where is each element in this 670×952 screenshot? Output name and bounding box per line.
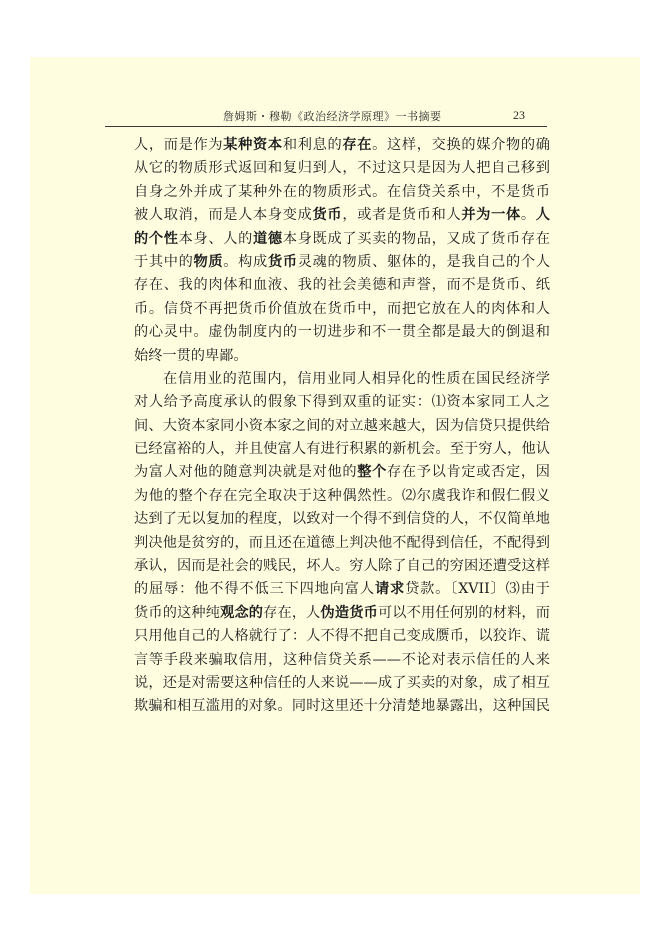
text-line: 为他的整个存在完全取决于这种偶然性。⑵尔虞我诈和假仁假义 bbox=[134, 487, 550, 504]
text-line: 已经富裕的人，并且使富人有进行积累的新机会。至于穷人，他认 bbox=[134, 441, 550, 458]
page-number: 23 bbox=[513, 108, 525, 122]
text-line: 的个性本身、人的道德本身既成了买卖的物品，又成了货币存在 bbox=[134, 230, 550, 247]
text-line: 为富人对他的随意判决就是对他的整个存在予以肯定或否定，因 bbox=[134, 464, 550, 481]
text-line: 存在、我的肉体和血液、我的社会美德和声誉，而不是货币、纸 bbox=[134, 277, 550, 294]
text-line: 只用他自己的人格就行了：人不得不把自己变成赝币，以狡诈、谎 bbox=[134, 628, 550, 645]
text-line: 欺骗和相互滥用的对象。同时这里还十分清楚地暴露出，这种国民 bbox=[134, 698, 550, 715]
text-line: 判决他是贫穷的，而且还在道德上判决他不配得到信任，不配得到 bbox=[134, 534, 550, 551]
emphasis-text: 观念的 bbox=[220, 604, 264, 621]
running-header bbox=[105, 104, 547, 127]
text-line: 人，而是作为某种资本和利息的存在。这样，交换的媒介物的确 bbox=[134, 137, 550, 153]
emphasis-text: 货币 bbox=[267, 253, 298, 270]
text-line: 被人取消，而是人本身变成货币，或者是货币和人并为一体。人 bbox=[134, 207, 550, 224]
text-line: 从它的物质形式返回和复归到人，不过这只是因为人把自己移到 bbox=[134, 160, 550, 177]
text-line: 对人给予高度承认的假象下得到双重的证实：⑴资本家同工人之 bbox=[134, 394, 550, 411]
emphasis-text: 伪造货币 bbox=[320, 604, 378, 621]
text-line: 货币的这种纯观念的存在，人伪造货币可以不用任何别的材料，而 bbox=[134, 604, 550, 621]
header-title: 詹姆斯・穆勒《政治经济学原理》一书摘要 bbox=[223, 110, 442, 123]
text-line: 达到了无以复加的程度，以致对一个得不到信贷的人，不仅简单地 bbox=[134, 511, 550, 528]
text-line: 在信用业的范围内，信用业同人相异化的性质在国民经济学 bbox=[163, 370, 550, 387]
text-line: 于其中的物质。构成货币灵魂的物质、躯体的，是我自己的个人 bbox=[134, 253, 550, 270]
text-line: 间、大资本家同小资本家之间的对立越来越大，因为信贷只提供给 bbox=[134, 417, 550, 434]
emphasis-text: 某种资本 bbox=[223, 137, 283, 153]
body-text bbox=[134, 134, 550, 719]
text-line: 承认，因而是社会的贱民，坏人。穷人除了自己的穷困还遭受这样 bbox=[134, 558, 550, 575]
text-line: 币。信贷不再把货币价值放在货币中，而把它放在人的肉体和人 bbox=[134, 300, 550, 317]
text-line: 说，还是对需要这种信任的人来说——成了买卖的对象，成了相互 bbox=[134, 674, 550, 691]
emphasis-text: 并为一体 bbox=[461, 207, 521, 224]
emphasis-text: 物质 bbox=[193, 253, 224, 270]
emphasis-text: 人 bbox=[535, 207, 550, 224]
text-line: 始终一贯的卑鄙。 bbox=[134, 347, 248, 364]
emphasis-text: 整个 bbox=[357, 464, 387, 481]
emphasis-text: 道德 bbox=[253, 230, 283, 247]
text-line: 自身之外并成了某种外在的物质形式。在信贷关系中，不是货币 bbox=[134, 183, 550, 200]
emphasis-text: 存在 bbox=[342, 137, 373, 153]
text-line: 言等手段来骗取信用，这种信贷关系——不论对表示信任的人来 bbox=[134, 651, 550, 668]
emphasis-text: 请求 bbox=[374, 581, 406, 598]
text-line: 的心灵中。虚伪制度内的一切进步和不一贯全都是最大的倒退和 bbox=[134, 324, 550, 341]
text-line: 的屈辱：他不得不低三下四地向富人请求贷款。〔XVII〕⑶由于 bbox=[134, 581, 550, 598]
emphasis-text: 的个性 bbox=[134, 230, 179, 247]
emphasis-text: 货币 bbox=[312, 207, 343, 224]
